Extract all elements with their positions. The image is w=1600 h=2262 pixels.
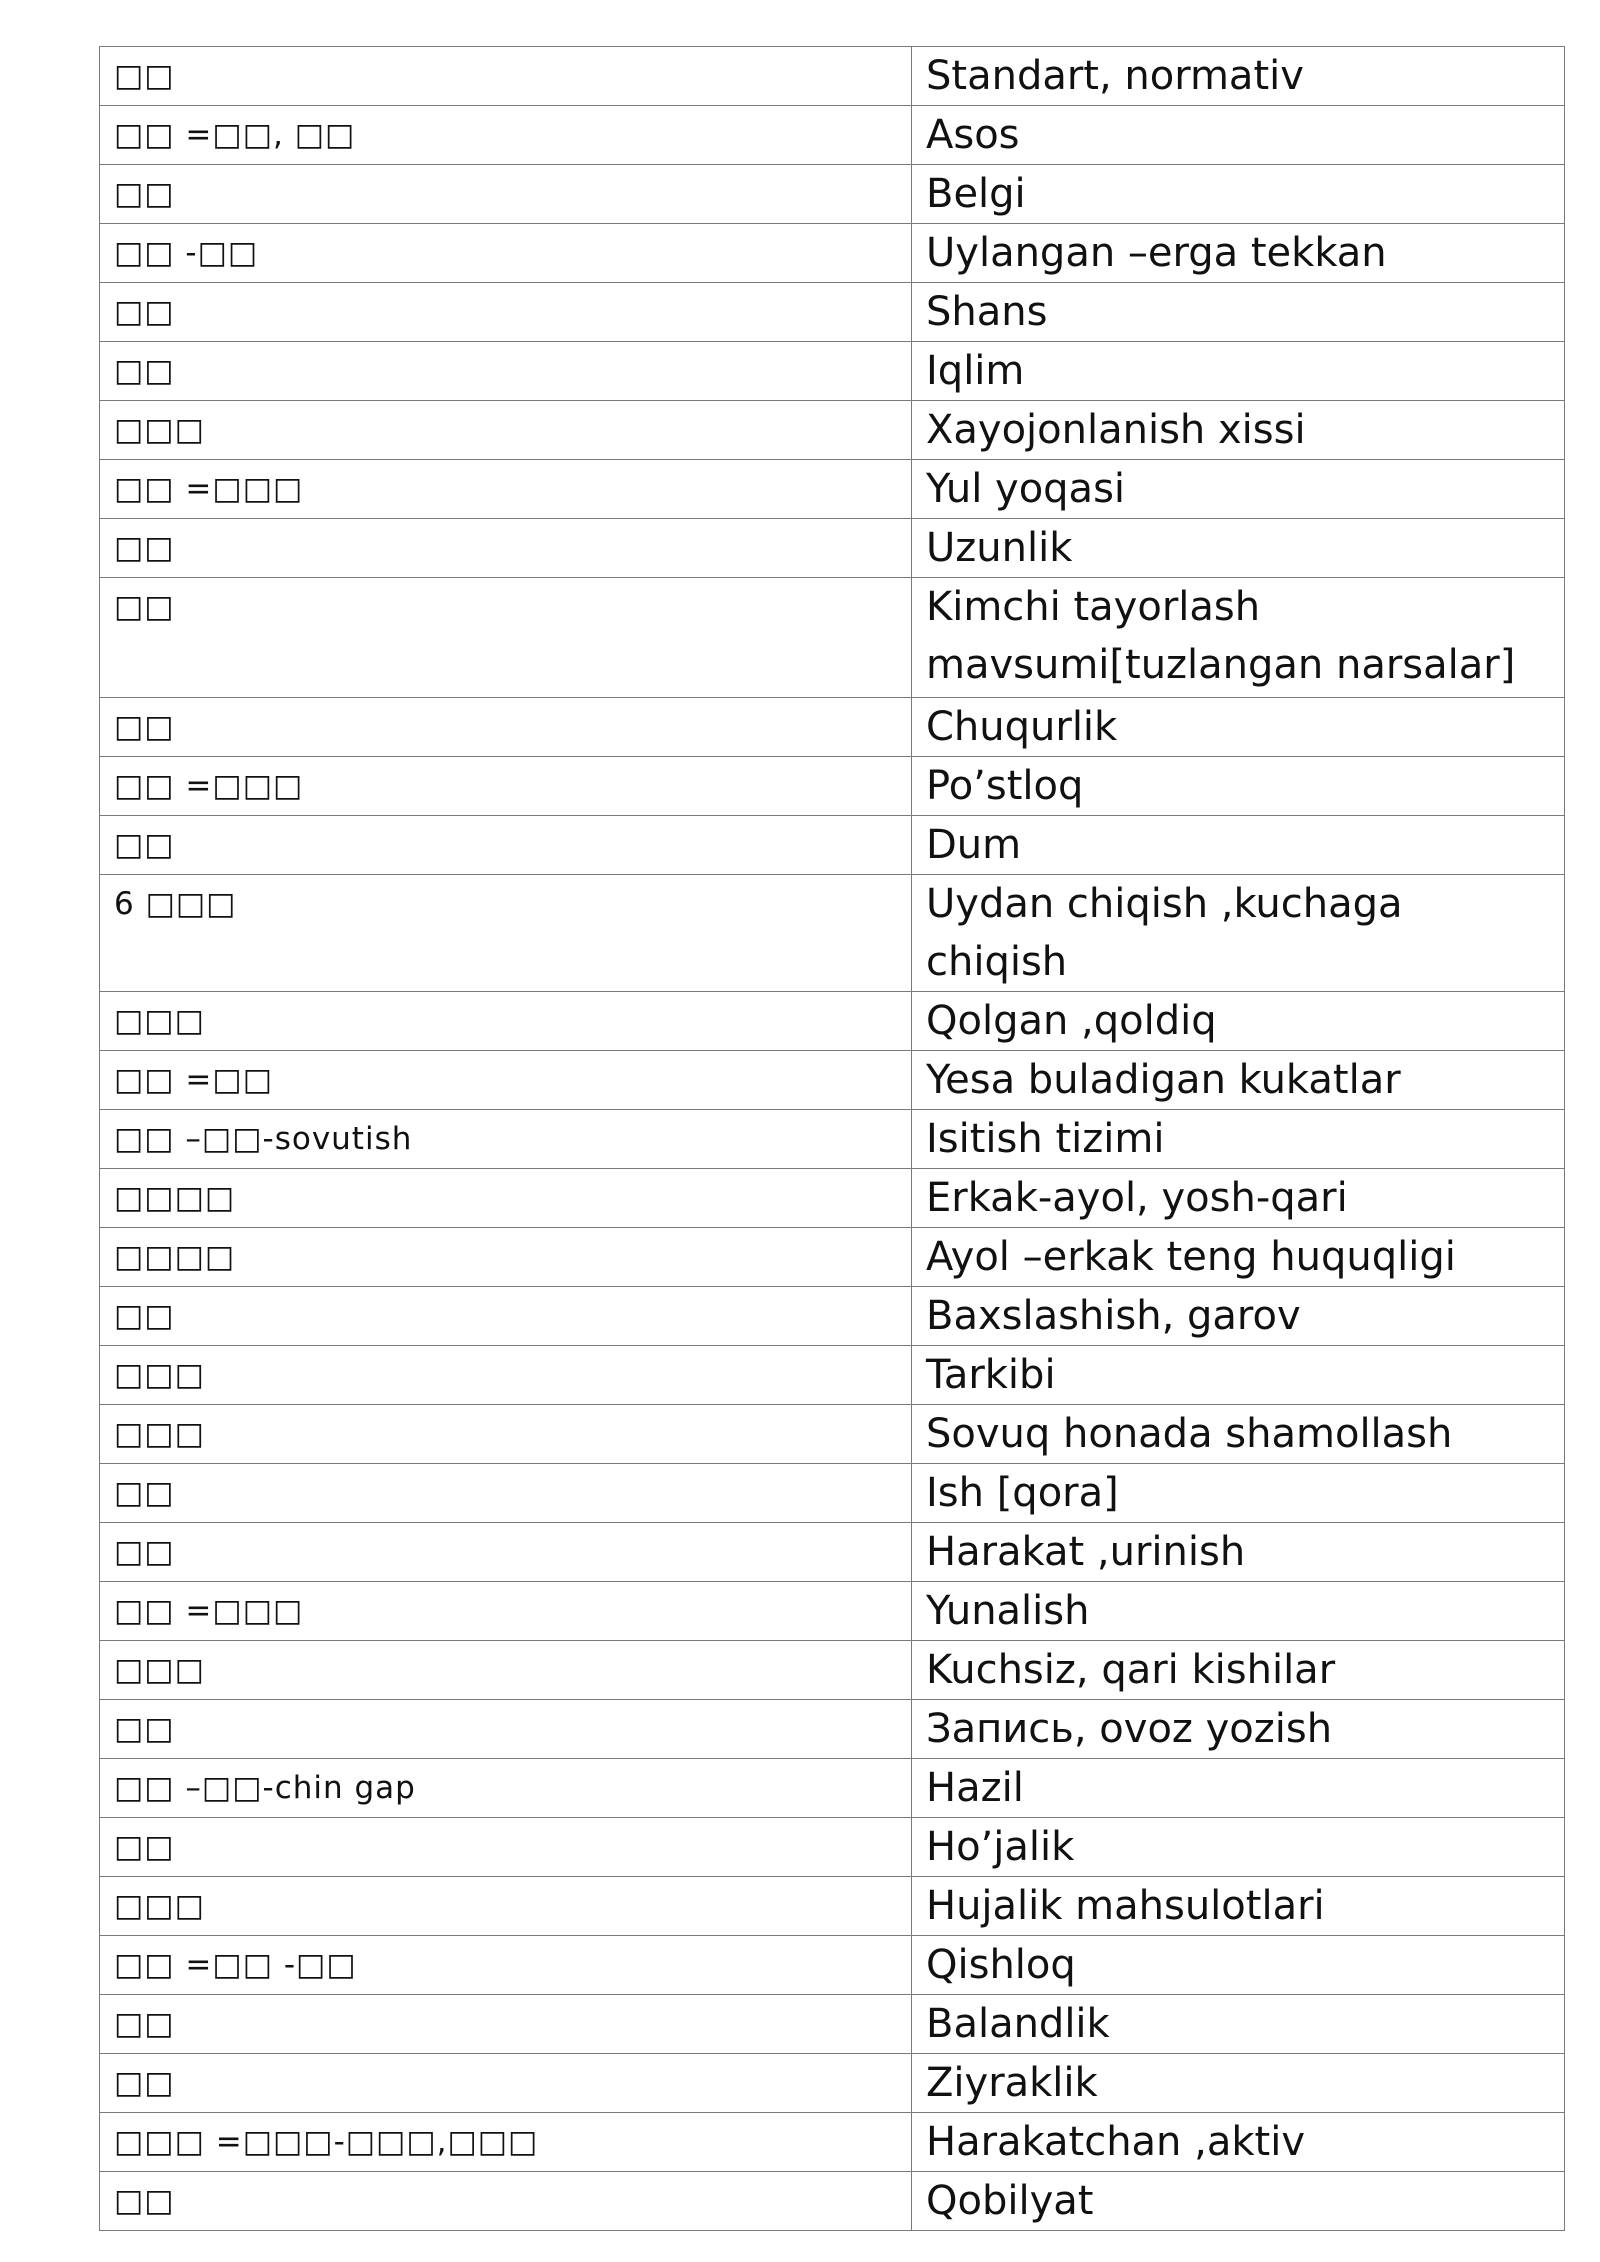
meaning-cell: Xayojonlanish xissi	[912, 401, 1565, 460]
table-row	[100, 106, 1565, 165]
term-cell: □□	[100, 1700, 912, 1759]
meaning-cell: Qishloq	[912, 1936, 1565, 1995]
term-cell: □□	[100, 283, 912, 342]
meaning-cell: Qolgan ,qoldiq	[912, 992, 1565, 1051]
meaning-cell: Harakat ,urinish	[912, 1523, 1565, 1582]
table-row	[100, 2172, 1565, 2231]
term-cell: □□	[100, 2172, 912, 2231]
table-row	[100, 2113, 1565, 2172]
table-row	[100, 1405, 1565, 1464]
term-cell: □□ =□□ -□□	[100, 1936, 912, 1995]
vocabulary-table	[99, 46, 1565, 2231]
term-cell: □□ –□□-sovutish	[100, 1110, 912, 1169]
meaning-cell: Запись, ovoz yozish	[912, 1700, 1565, 1759]
term-cell: □□	[100, 47, 912, 106]
table-row	[100, 578, 1565, 698]
term-cell: □□□□	[100, 1169, 912, 1228]
table-row	[100, 1228, 1565, 1287]
table-row	[100, 816, 1565, 875]
term-cell: □□ =□□□	[100, 460, 912, 519]
meaning-cell: Ayol –erkak teng huquqligi	[912, 1228, 1565, 1287]
meaning-cell: Isitish tizimi	[912, 1110, 1565, 1169]
table-row	[100, 1110, 1565, 1169]
table-row	[100, 401, 1565, 460]
table-row	[100, 165, 1565, 224]
meaning-cell: Ish [qora]	[912, 1464, 1565, 1523]
meaning-cell: Chuqurlik	[912, 698, 1565, 757]
meaning-cell: Belgi	[912, 165, 1565, 224]
meaning-cell: Uylangan –erga tekkan	[912, 224, 1565, 283]
meaning-cell: Erkak-ayol, yosh-qari	[912, 1169, 1565, 1228]
vocabulary-table-body	[100, 47, 1565, 2231]
meaning-cell: Yunalish	[912, 1582, 1565, 1641]
table-row	[100, 460, 1565, 519]
term-cell: □□□	[100, 1641, 912, 1700]
meaning-cell: Baxslashish, garov	[912, 1287, 1565, 1346]
table-row	[100, 1936, 1565, 1995]
term-cell: □□ =□□	[100, 1051, 912, 1110]
term-cell: □□□ =□□□-□□□,□□□	[100, 2113, 912, 2172]
term-cell: □□	[100, 578, 912, 698]
meaning-cell: Harakatchan ,aktiv	[912, 2113, 1565, 2172]
meaning-cell: Kuchsiz, qari kishilar	[912, 1641, 1565, 1700]
table-row	[100, 1700, 1565, 1759]
term-cell: □□	[100, 165, 912, 224]
table-row	[100, 1169, 1565, 1228]
term-cell: □□	[100, 519, 912, 578]
term-cell: □□□	[100, 1405, 912, 1464]
term-cell: □□□	[100, 992, 912, 1051]
meaning-cell: Sovuq honada shamollash	[912, 1405, 1565, 1464]
table-row	[100, 1051, 1565, 1110]
meaning-cell: Qobilyat	[912, 2172, 1565, 2231]
meaning-cell: Standart, normativ	[912, 47, 1565, 106]
table-row	[100, 992, 1565, 1051]
term-cell: □□□□	[100, 1228, 912, 1287]
term-cell: □□	[100, 2054, 912, 2113]
meaning-cell: Uydan chiqish ,kuchaga chiqish	[912, 875, 1565, 992]
table-row	[100, 519, 1565, 578]
term-cell: □□ =□□□	[100, 757, 912, 816]
term-cell: □□	[100, 1523, 912, 1582]
term-cell: □□	[100, 1464, 912, 1523]
table-row	[100, 698, 1565, 757]
table-row	[100, 757, 1565, 816]
meaning-cell: Kimchi tayorlash mavsumi[tuzlangan narsalar]	[912, 578, 1565, 698]
meaning-cell: Yesa buladigan kukatlar	[912, 1051, 1565, 1110]
meaning-cell: Iqlim	[912, 342, 1565, 401]
term-cell: □□	[100, 1287, 912, 1346]
table-row	[100, 1759, 1565, 1818]
table-row	[100, 1523, 1565, 1582]
meaning-cell: Shans	[912, 283, 1565, 342]
table-row	[100, 224, 1565, 283]
meaning-cell: Yul yoqasi	[912, 460, 1565, 519]
table-row	[100, 2054, 1565, 2113]
table-row	[100, 1346, 1565, 1405]
meaning-cell: Asos	[912, 106, 1565, 165]
table-row	[100, 1464, 1565, 1523]
term-cell: □□ –□□-chin gap	[100, 1759, 912, 1818]
meaning-cell: Po’stloq	[912, 757, 1565, 816]
meaning-cell: Tarkibi	[912, 1346, 1565, 1405]
table-row	[100, 283, 1565, 342]
table-row	[100, 875, 1565, 992]
table-row	[100, 1995, 1565, 2054]
term-cell: □□	[100, 816, 912, 875]
term-cell: □□ =□□, □□	[100, 106, 912, 165]
meaning-cell: Ho’jalik	[912, 1818, 1565, 1877]
table-row	[100, 1641, 1565, 1700]
table-row	[100, 1818, 1565, 1877]
term-cell: □□ =□□□	[100, 1582, 912, 1641]
table-row	[100, 47, 1565, 106]
meaning-cell: Ziyraklik	[912, 2054, 1565, 2113]
meaning-cell: Hazil	[912, 1759, 1565, 1818]
meaning-cell: Balandlik	[912, 1995, 1565, 2054]
meaning-cell: Dum	[912, 816, 1565, 875]
table-row	[100, 1582, 1565, 1641]
meaning-cell: Uzunlik	[912, 519, 1565, 578]
table-row	[100, 1877, 1565, 1936]
term-cell: □□□	[100, 401, 912, 460]
table-row	[100, 342, 1565, 401]
term-cell: □□	[100, 1995, 912, 2054]
table-row	[100, 1287, 1565, 1346]
term-cell: □□□	[100, 1877, 912, 1936]
term-cell: □□ -□□	[100, 224, 912, 283]
term-cell: □□□	[100, 1346, 912, 1405]
term-cell: 6 □□□	[100, 875, 912, 992]
term-cell: □□	[100, 342, 912, 401]
meaning-cell: Hujalik mahsulotlari	[912, 1877, 1565, 1936]
term-cell: □□	[100, 698, 912, 757]
term-cell: □□	[100, 1818, 912, 1877]
